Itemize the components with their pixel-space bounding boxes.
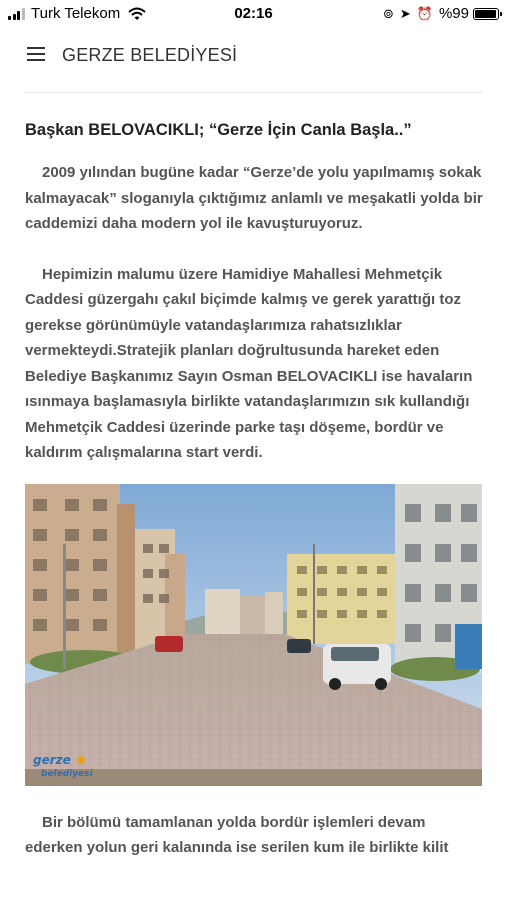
hamburger-menu-icon[interactable]	[27, 47, 45, 61]
article	[25, 118, 485, 861]
watermark-text-2: belediyesi	[41, 768, 93, 779]
location-arrow-icon: ➤	[399, 5, 411, 21]
street-photo-illustration	[25, 484, 482, 786]
article-photo[interactable]	[25, 484, 482, 786]
battery-icon	[473, 8, 499, 20]
article-paragraph-2: Hepimizin malumu üzere Hamidiye Mahallesi Mehmetçik Caddesi güzergahı çakıl biçimde kalmış ve gerek yarattığı toz gerekse görünümüyle vatandaşlarımıza rahatsızlıklar vermekteydi.Stratejik planları doğrultusunda hareket eden Belediye Başkanımız Sayın Osman BELOVACIKLI ise havaların ısınmaya başlamasıyla birlikte vatandaşlarımızın sık kullandığı Mehmetçik Caddesi üzerinde parke taşı döşeme, bordür ve kaldırım çalışmalarına start verdi.	[25, 265, 473, 461]
battery-percent: %99	[438, 5, 469, 22]
municipality-watermark-logo	[33, 752, 113, 780]
status-time: 02:16	[234, 5, 273, 22]
app-bar	[0, 30, 507, 82]
screen-lock-icon: ⊚	[382, 5, 394, 21]
watermark-text-1: gerze	[33, 752, 71, 767]
alarm-icon: ⏰	[416, 5, 433, 21]
carrier-name: Turk Telekom	[31, 5, 121, 22]
header-divider	[25, 92, 482, 93]
article-paragraph-1: 2009 yılından bugüne kadar “Gerze’de yolu yapılmamış sokak kalmayacak” sloganıyla çıktığımız anlamlı ve meşakatli yolda bir caddemizi daha modern yol ile kavuşturuyoruz.	[25, 164, 483, 232]
article-paragraph-3: Bir bölümü tamamlanan yolda bordür işlemleri devam ederken yolun geri kalanında ise serilen kum ile birlikte kilit	[25, 813, 449, 856]
page-title: GERZE BELEDİYESİ	[62, 45, 238, 65]
status-bar	[0, 0, 507, 28]
article-headline: Başkan BELOVACIKLI; “Gerze İçin Canla Başla..”	[25, 121, 412, 139]
status-right	[377, 5, 499, 22]
